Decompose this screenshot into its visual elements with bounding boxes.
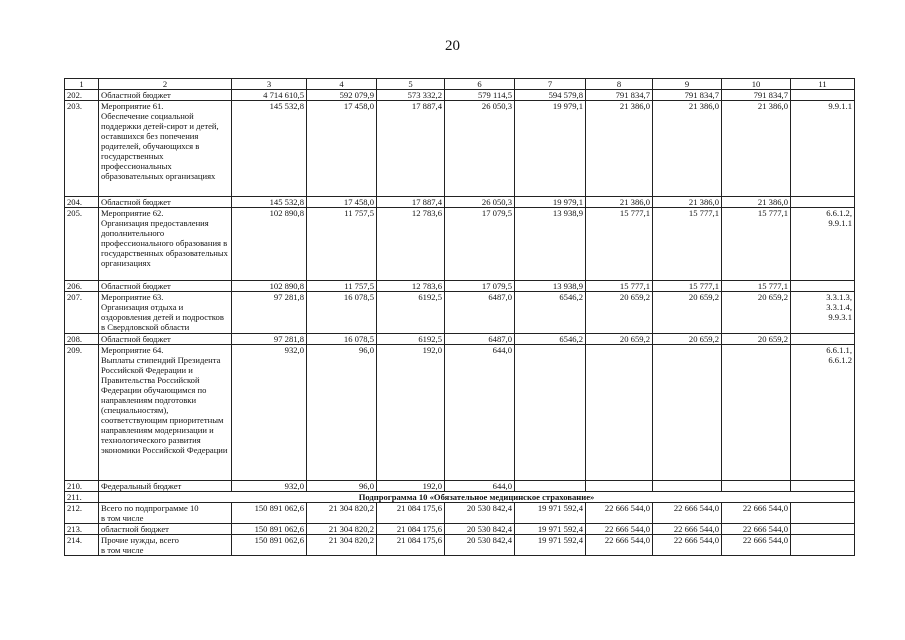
row-number: 203. [65, 101, 99, 197]
row-number: 214. [65, 535, 99, 556]
value-cell [653, 345, 722, 481]
header-row [65, 79, 855, 90]
value-cell [586, 481, 653, 492]
table-row [65, 197, 855, 208]
row-number: 213. [65, 524, 99, 535]
value-cell: 21 084 175,6 [377, 524, 445, 535]
value-cell: 20 659,2 [653, 292, 722, 334]
value-cell: 12 783,6 [377, 208, 445, 281]
row-number: 207. [65, 292, 99, 334]
value-cell: 26 050,3 [445, 197, 515, 208]
row-number: 202. [65, 90, 99, 101]
value-cell: 644,0 [445, 345, 515, 481]
value-cell: 102 890,8 [232, 208, 307, 281]
value-cell: 150 891 062,6 [232, 535, 307, 556]
code-cell [791, 334, 855, 345]
value-cell [653, 481, 722, 492]
value-cell: 791 834,7 [722, 90, 791, 101]
row-name: Областной бюджет [99, 90, 232, 101]
value-cell: 17 458,0 [307, 197, 377, 208]
table-body [65, 79, 855, 556]
value-cell: 21 084 175,6 [377, 503, 445, 524]
code-cell: 6.6.1.1, 6.6.1.2 [791, 345, 855, 481]
code-cell [791, 503, 855, 524]
header-cell: 6 [445, 79, 515, 90]
value-cell: 22 666 544,0 [586, 535, 653, 556]
row-name: областной бюджет [99, 524, 232, 535]
code-cell [791, 524, 855, 535]
value-cell: 20 530 842,4 [445, 524, 515, 535]
value-cell: 102 890,8 [232, 281, 307, 292]
code-cell: 6.6.1.2, 9.9.1.1 [791, 208, 855, 281]
header-cell: 4 [307, 79, 377, 90]
value-cell: 22 666 544,0 [653, 535, 722, 556]
header-cell: 8 [586, 79, 653, 90]
value-cell: 13 938,9 [515, 208, 586, 281]
value-cell: 22 666 544,0 [722, 503, 791, 524]
value-cell [722, 345, 791, 481]
row-number: 210. [65, 481, 99, 492]
value-cell: 22 666 544,0 [586, 503, 653, 524]
value-cell: 17 079,5 [445, 281, 515, 292]
value-cell: 15 777,1 [653, 281, 722, 292]
value-cell: 21 084 175,6 [377, 535, 445, 556]
value-cell: 17 887,4 [377, 101, 445, 197]
row-name: Прочие нужды, всего в том числе [99, 535, 232, 556]
value-cell: 644,0 [445, 481, 515, 492]
code-cell [791, 197, 855, 208]
row-number: 212. [65, 503, 99, 524]
value-cell: 6546,2 [515, 292, 586, 334]
value-cell: 97 281,8 [232, 292, 307, 334]
value-cell: 20 530 842,4 [445, 535, 515, 556]
value-cell: 15 777,1 [586, 281, 653, 292]
budget-table [64, 78, 855, 556]
row-name: Мероприятие 64. Выплаты стипендий Президента Российской Федерации и Правительства Российской Федерации обучающимся по направлениям подготовки (специальностям), соответствующим приоритетным направлениям модернизации и технологического развития экономики Российской Федерации [99, 345, 232, 481]
value-cell: 22 666 544,0 [653, 503, 722, 524]
row-number: 205. [65, 208, 99, 281]
row-number: 211. [65, 492, 99, 503]
page-number: 20 [445, 38, 460, 54]
header-cell: 1 [65, 79, 99, 90]
value-cell: 6487,0 [445, 292, 515, 334]
row-name: Всего по подпрограмме 10 в том числе [99, 503, 232, 524]
value-cell: 592 079,9 [307, 90, 377, 101]
value-cell: 19 971 592,4 [515, 524, 586, 535]
table-row [65, 503, 855, 524]
value-cell: 11 757,5 [307, 208, 377, 281]
value-cell: 192,0 [377, 345, 445, 481]
value-cell: 17 887,4 [377, 197, 445, 208]
value-cell: 932,0 [232, 345, 307, 481]
code-cell: 9.9.1.1 [791, 101, 855, 197]
value-cell: 20 659,2 [586, 334, 653, 345]
value-cell: 22 666 544,0 [722, 524, 791, 535]
value-cell: 150 891 062,6 [232, 503, 307, 524]
value-cell [515, 345, 586, 481]
header-cell: 9 [653, 79, 722, 90]
code-cell [791, 535, 855, 556]
value-cell: 21 386,0 [653, 197, 722, 208]
row-number: 208. [65, 334, 99, 345]
value-cell: 21 386,0 [586, 101, 653, 197]
value-cell: 15 777,1 [653, 208, 722, 281]
value-cell: 26 050,3 [445, 101, 515, 197]
row-number: 206. [65, 281, 99, 292]
value-cell: 6487,0 [445, 334, 515, 345]
value-cell: 791 834,7 [653, 90, 722, 101]
header-cell: 10 [722, 79, 791, 90]
code-cell [791, 281, 855, 292]
value-cell: 192,0 [377, 481, 445, 492]
row-name: Мероприятие 62. Организация предоставления дополнительного профессионального образования в государственных образовательных организациях [99, 208, 232, 281]
table-row [65, 492, 855, 503]
value-cell: 21 304 820,2 [307, 535, 377, 556]
value-cell: 96,0 [307, 481, 377, 492]
table-row [65, 345, 855, 481]
value-cell: 16 078,5 [307, 292, 377, 334]
row-number: 204. [65, 197, 99, 208]
value-cell: 12 783,6 [377, 281, 445, 292]
value-cell: 22 666 544,0 [653, 524, 722, 535]
value-cell: 4 714 610,5 [232, 90, 307, 101]
value-cell: 20 530 842,4 [445, 503, 515, 524]
row-name: Областной бюджет [99, 197, 232, 208]
table-row [65, 281, 855, 292]
code-cell: 3.3.1.3, 3.3.1.4, 9.9.3.1 [791, 292, 855, 334]
value-cell: 15 777,1 [722, 281, 791, 292]
table-row [65, 90, 855, 101]
value-cell: 16 078,5 [307, 334, 377, 345]
header-cell: 2 [99, 79, 232, 90]
value-cell: 145 532,8 [232, 101, 307, 197]
value-cell: 22 666 544,0 [586, 524, 653, 535]
value-cell: 6546,2 [515, 334, 586, 345]
value-cell: 15 777,1 [722, 208, 791, 281]
value-cell: 21 386,0 [653, 101, 722, 197]
table-row [65, 334, 855, 345]
value-cell: 19 971 592,4 [515, 535, 586, 556]
value-cell: 97 281,8 [232, 334, 307, 345]
value-cell: 20 659,2 [653, 334, 722, 345]
value-cell: 21 304 820,2 [307, 503, 377, 524]
value-cell: 573 332,2 [377, 90, 445, 101]
value-cell: 20 659,2 [586, 292, 653, 334]
value-cell: 11 757,5 [307, 281, 377, 292]
value-cell [586, 345, 653, 481]
table-row [65, 535, 855, 556]
value-cell [722, 481, 791, 492]
value-cell: 21 386,0 [722, 197, 791, 208]
value-cell: 15 777,1 [586, 208, 653, 281]
value-cell: 932,0 [232, 481, 307, 492]
table-row [65, 481, 855, 492]
value-cell [515, 481, 586, 492]
header-cell: 7 [515, 79, 586, 90]
value-cell: 6192,5 [377, 292, 445, 334]
value-cell: 579 114,5 [445, 90, 515, 101]
value-cell: 594 579,8 [515, 90, 586, 101]
row-name: Мероприятие 63. Организация отдыха и оздоровления детей и подростков в Свердловской области [99, 292, 232, 334]
value-cell: 19 979,1 [515, 197, 586, 208]
value-cell: 17 458,0 [307, 101, 377, 197]
value-cell: 19 971 592,4 [515, 503, 586, 524]
value-cell: 21 386,0 [722, 101, 791, 197]
value-cell: 22 666 544,0 [722, 535, 791, 556]
value-cell: 13 938,9 [515, 281, 586, 292]
value-cell: 20 659,2 [722, 292, 791, 334]
subprogram-title: Подпрограмма 10 «Обязательное медицинское страхование» [99, 492, 855, 503]
value-cell: 19 979,1 [515, 101, 586, 197]
row-name: Мероприятие 61. Обеспечение социальной поддержки детей-сирот и детей, оставшихся без попечения родителей, обучающихся в государственных профессиональных образовательных организациях [99, 101, 232, 197]
table-row [65, 292, 855, 334]
code-cell [791, 90, 855, 101]
table-row [65, 208, 855, 281]
row-name: Областной бюджет [99, 334, 232, 345]
header-cell: 3 [232, 79, 307, 90]
value-cell: 145 532,8 [232, 197, 307, 208]
row-number: 209. [65, 345, 99, 481]
value-cell: 21 386,0 [586, 197, 653, 208]
code-cell [791, 481, 855, 492]
value-cell: 150 891 062,6 [232, 524, 307, 535]
value-cell: 6192,5 [377, 334, 445, 345]
value-cell: 96,0 [307, 345, 377, 481]
table-row [65, 524, 855, 535]
value-cell: 21 304 820,2 [307, 524, 377, 535]
value-cell: 20 659,2 [722, 334, 791, 345]
table-row [65, 101, 855, 197]
header-cell: 11 [791, 79, 855, 90]
row-name: Федеральный бюджет [99, 481, 232, 492]
value-cell: 17 079,5 [445, 208, 515, 281]
row-name: Областной бюджет [99, 281, 232, 292]
header-cell: 5 [377, 79, 445, 90]
value-cell: 791 834,7 [586, 90, 653, 101]
